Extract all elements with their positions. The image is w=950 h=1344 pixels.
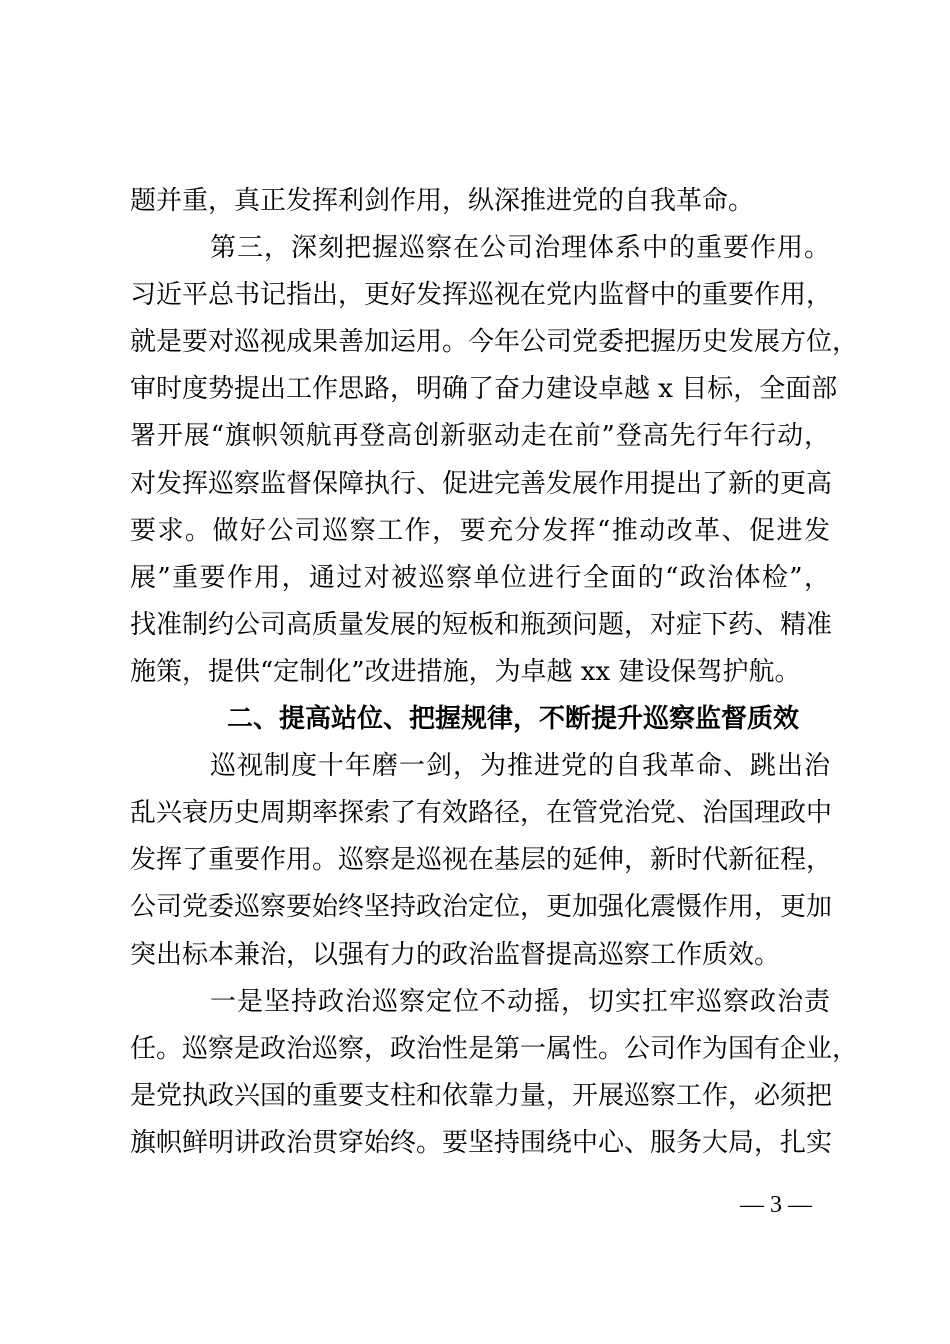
paragraph-line: 就是要对巡视成果善加运用。今年公司党委把握历史发展方位，: [130, 327, 859, 358]
paragraph-line: 是党执政兴国的重要支柱和依靠力量，开展巡察工作，必须把: [130, 1080, 833, 1111]
paragraph-line: 署开展“旗帜领航再登高创新驱动走在前”登高先行年行动，: [130, 421, 830, 452]
paragraph-line: 找准制约公司高质量发展的短板和瓶颈问题，对症下药、精准: [130, 609, 833, 640]
paragraph-line: 展”重要作用，通过对被巡察单位进行全面的“政治体检”，: [130, 562, 830, 593]
section-heading: 二、提高站位、把握规律，不断提升巡察监督质效: [227, 704, 800, 735]
body-text: [130, 178, 859, 1167]
paragraph-line: 要求。做好公司巡察工作，要充分发挥“推动改革、促进发: [130, 515, 830, 546]
paragraph-line: 公司党委巡察要始终坚持政治定位，更加强化震慑作用，更加: [130, 892, 833, 923]
paragraph-line: 任。巡察是政治巡察，政治性是第一属性。公司作为国有企业，: [130, 1033, 859, 1064]
paragraph-line: 突出标本兼治，以强有力的政治监督提高巡察工作质效。: [130, 939, 781, 970]
paragraph-line: 对发挥巡察监督保障执行、促进完善发展作用提出了新的更高: [130, 468, 833, 499]
paragraph-first-line: 巡视制度十年磨一剑，为推进党的自我革命、跳出治: [210, 751, 830, 782]
paragraph-line: 旗帜鲜明讲政治贯穿始终。要坚持围绕中心、服务大局，扎实: [130, 1127, 833, 1158]
paragraph-line: 习近平总书记指出，更好发挥巡视在党内监督中的重要作用，: [130, 280, 833, 311]
paragraph-line: 发挥了重要作用。巡察是巡视在基层的延伸，新时代新征程，: [130, 845, 833, 876]
paragraph-line: 题并重，真正发挥利剑作用，纵深推进党的自我革命。: [130, 186, 755, 216]
paragraph-line: 施策，提供“定制化”改进措施，为卓越 xx 建设保驾护航。: [130, 656, 801, 687]
page-number: — 3 —: [740, 1192, 812, 1218]
paragraph-first-line: 第三，深刻把握巡察在公司治理体系中的重要作用。: [210, 233, 830, 264]
paragraph-line: 审时度势提出工作思路，明确了奋力建设卓越 x 目标，全面部: [130, 374, 838, 405]
paragraph-first-line: 一是坚持政治巡察定位不动摇，切实扛牢巡察政治责: [210, 986, 830, 1017]
paragraph-line: 乱兴衰历史周期率探索了有效路径，在管党治党、治国理政中: [130, 798, 833, 829]
